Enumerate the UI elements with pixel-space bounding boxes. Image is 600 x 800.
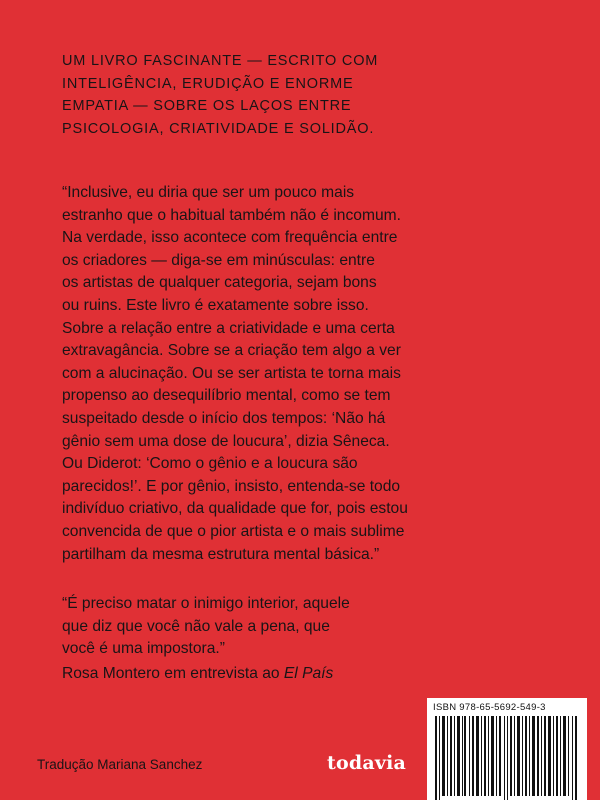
quote-line: partilham da mesma estrutura mental básica.” [62,545,380,563]
quote-line: gênio sem uma dose de loucura’, dizia Sêneca. [62,432,390,450]
barcode-icon [433,716,581,800]
publisher-logo: todavia [327,752,407,774]
quote-line: que diz que você não vale a pena, que [62,617,330,635]
quote-line: Ou Diderot: ‘Como o gênio e a loucura são [62,455,358,473]
quote-line: “Inclusive, eu diria que ser um pouco mais [62,184,355,201]
interview-quote [62,593,562,661]
translator-credit: Tradução Mariana Sanchez [37,757,203,772]
attribution-source: El País [283,665,334,682]
quote-line: indivíduo criativo, da qualidade que for, pois estou [62,500,408,518]
quote-line: ou ruins. Este livro é exatamente sobre isso. [62,296,369,314]
quote-line: parecidos!’. E por gênio, insisto, entenda-se todo [62,477,401,495]
quote-line: extravagância. Sobre se a criação tem algo a ver [62,342,401,360]
quote-line: os criadores — diga-se em minúsculas: entre [62,251,375,269]
blurb-line: UM LIVRO FASCINANTE — ESCRITO COM [62,53,379,69]
isbn-number: ISBN 978-65-5692-549-3 [433,702,546,713]
quote-line: com a alucinação. Ou se ser artista te torna mais [62,364,401,382]
blurb-line: INTELIGÊNCIA, ERUDIÇÃO E ENORME [62,75,354,92]
quote-attribution [62,663,333,685]
blurb-line: PSICOLOGIA, CRIATIVIDADE E SOLIDÃO. [62,120,375,137]
quote-line: Na verdade, isso acontece com frequência entre [62,229,398,247]
quote-line: convencida de que o pior artista e o mais sublime [62,522,405,540]
quote-line: estranho que o habitual também não é incomum. [62,206,401,224]
blurb [62,50,542,140]
blurb-line: EMPATIA — SOBRE OS LAÇOS ENTRE [62,98,352,114]
quote-line: propenso ao desequilíbrio mental, como se tem [62,387,391,405]
quote-line: os artistas de qualquer categoria, sejam bons [62,274,377,292]
attribution-text: Rosa Montero em entrevista ao [62,665,280,682]
quote-line: “É preciso matar o inimigo interior, aquele [62,595,350,612]
quote-line: suspeitado desde o início dos tempos: ‘Não há [62,409,386,427]
main-quote [62,182,562,566]
quote-line: Sobre a relação entre a criatividade e uma certa [62,319,395,337]
quote-line: você é uma impostora.” [62,640,225,658]
barcode-panel [427,698,587,800]
